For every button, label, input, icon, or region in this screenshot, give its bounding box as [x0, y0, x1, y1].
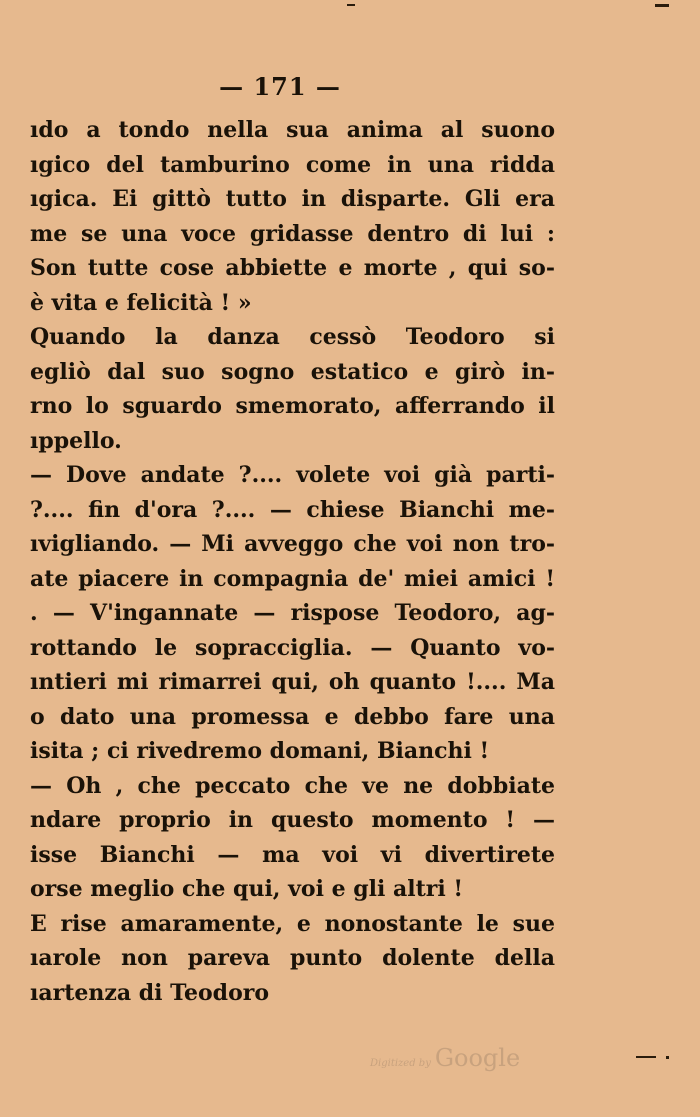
text-line: ıgico del tamburino come in una ridda: [30, 151, 555, 178]
text-line: ndare proprio in questo momento ! —: [30, 807, 555, 833]
text-line: me se una voce gridasse dentro di lui :: [30, 220, 555, 247]
text-line: Quando la danza cessò Teodoro si: [30, 324, 555, 350]
text-line: E rise amaramente, e nonostante le sue: [30, 910, 555, 937]
text-line: . — V'ingannate — rispose Teodoro, ag-: [30, 600, 555, 626]
text-line: ıgica. Ei gittò tutto in disparte. Gli era: [30, 186, 555, 212]
text-line: rno lo sguardo smemorato, afferrando il: [30, 393, 555, 419]
watermark-digitized-by: Digitized by: [370, 1058, 431, 1069]
text-line: Son tutte cose abbiette e morte , qui so-: [30, 255, 555, 281]
scan-mark: [347, 4, 355, 6]
text-line: ate piacere in compagnia de' miei amici !: [30, 565, 555, 592]
text-line: isita ; ci rivedremo domani, Bianchi !: [30, 738, 490, 764]
text-line: ıvigliando. — Mi avveggo che voi non tro-: [30, 531, 555, 557]
scan-mark: [666, 1056, 669, 1059]
body-text: [30, 113, 555, 1010]
watermark-google: Google: [434, 1044, 521, 1072]
text-line: ıartenza di Teodoro: [30, 979, 270, 1006]
text-line: ıarole non pareva punto dolente della: [30, 945, 555, 971]
text-line: isse Bianchi — ma voi vi divertirete: [30, 841, 555, 868]
text-line: ?.... fin d'ora ?.... — chiese Bianchi me-: [30, 496, 555, 523]
text-line: ıntieri mi rimarrei qui, oh quanto !.... Ma: [30, 669, 555, 695]
text-line: è vita e felicità ! »: [30, 289, 252, 316]
text-line: ıppello.: [30, 427, 122, 454]
text-line: egliò dal suo sogno estatico e girò in-: [30, 358, 555, 385]
google-watermark: [370, 1044, 520, 1072]
text-line: — Dove andate ?.... volete voi già parti-: [30, 462, 555, 488]
text-line: o dato una promessa e debbo fare una: [30, 703, 555, 730]
text-line: — Oh , che peccato che ve ne dobbiate: [30, 772, 555, 799]
text-line: orse meglio che qui, voi e gli altri !: [30, 876, 464, 902]
page-number: — 171 —: [219, 72, 341, 101]
text-line: rottando le sopracciglia. — Quanto vo-: [30, 634, 555, 661]
text-line: ıdo a tondo nella sua anima al suono: [30, 117, 555, 143]
scan-mark: [636, 1056, 656, 1058]
scan-mark: [655, 4, 669, 7]
